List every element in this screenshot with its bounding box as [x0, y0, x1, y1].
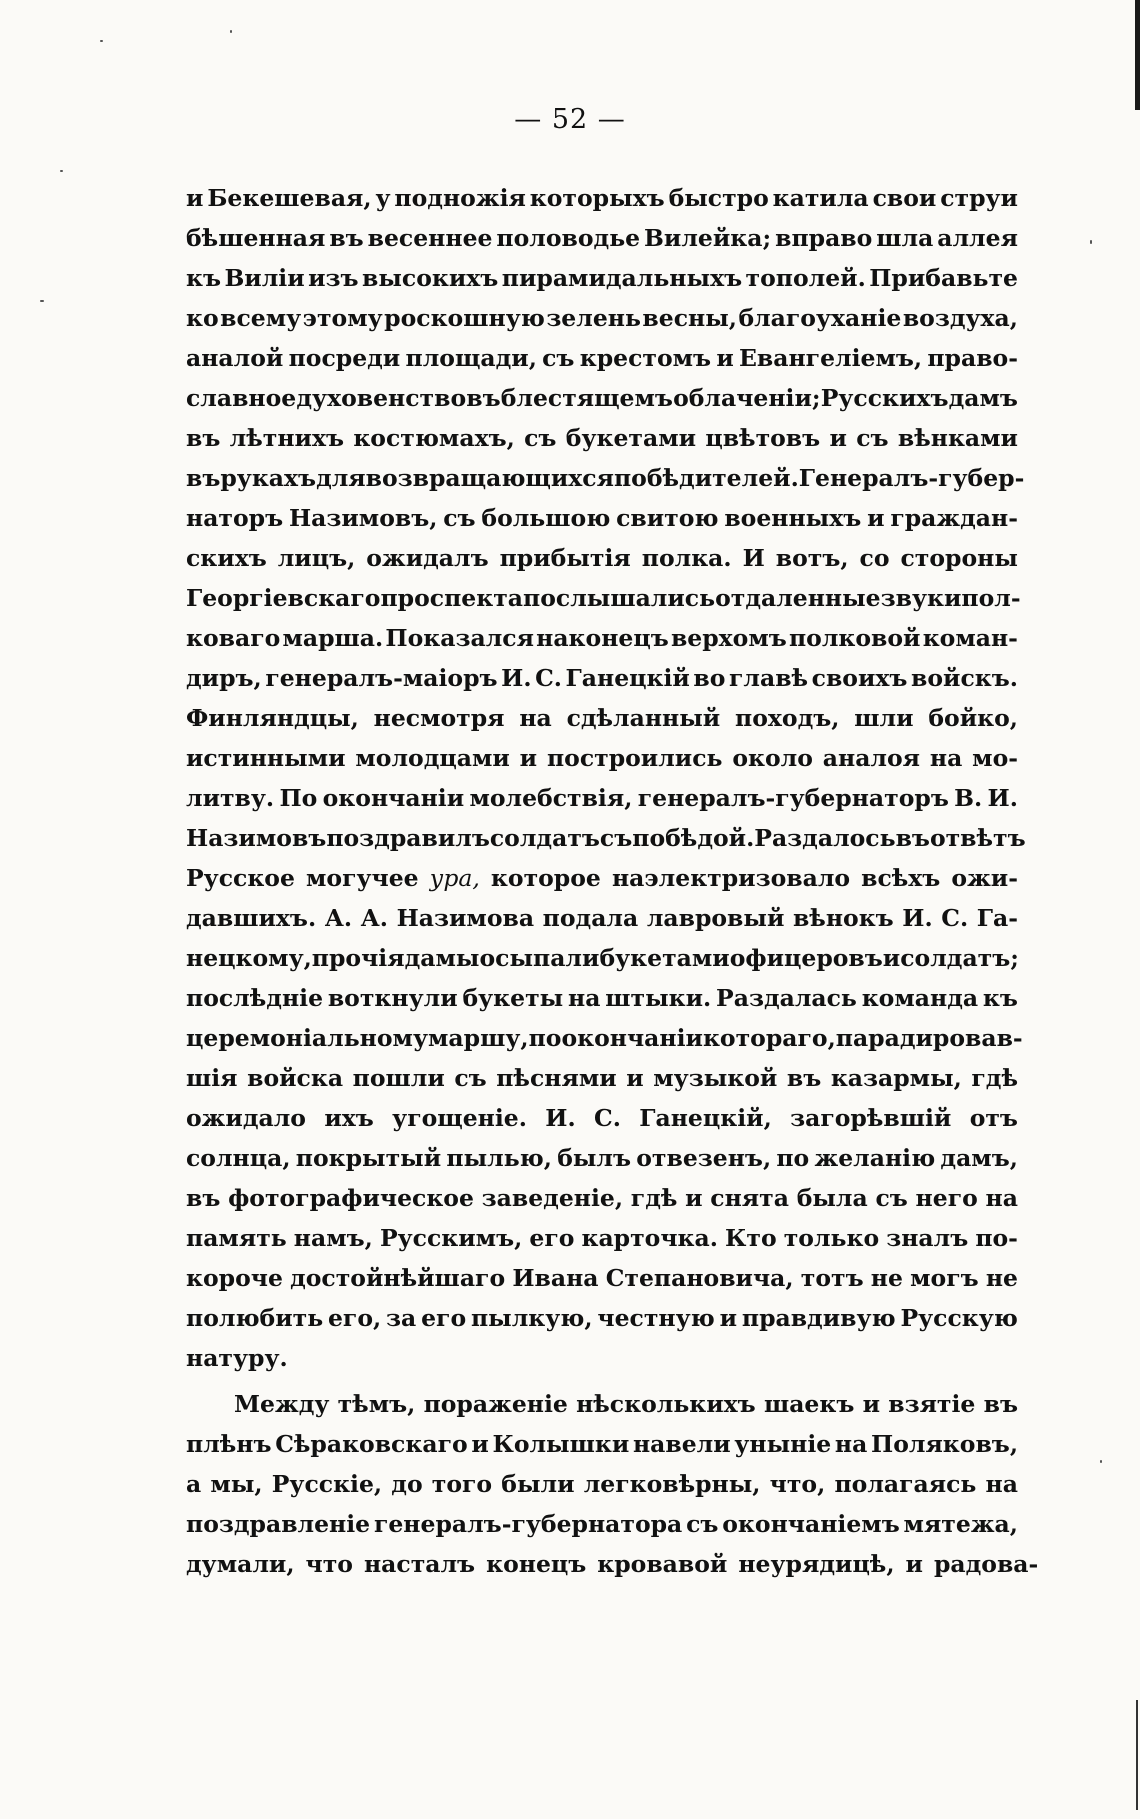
text-line: короче достойнѣйшаго Ивана Степановича, тотъ не могъ не [186, 1264, 1018, 1292]
text-line: Назимовъ поздравилъ солдатъ съ побѣдой. Раздалось въ отвѣтъ [186, 824, 1026, 852]
text-line: диръ, генералъ-маіоръ И. С. Ганецкій во главѣ своихъ войскъ. [186, 664, 1018, 692]
text-line: литву. По окончаніи молебствія, генералъ-губернаторъ В. И. [186, 784, 1018, 812]
text-line: Финляндцы, несмотря на сдѣланный походъ, шли бойко, [186, 704, 1018, 732]
text-line: память намъ, Русскимъ, его карточка. Кто только зналъ по- [186, 1224, 1018, 1252]
text-line: плѣнъ Сѣраковскаго и Колышки навели уныніе на Поляковъ, [186, 1430, 1018, 1458]
print-speck [100, 40, 103, 42]
page-edge-shadow [1126, 0, 1140, 1819]
text-line: полюбить его, за его пылкую, честную и правдивую Русскую [186, 1304, 1018, 1332]
print-speck [230, 30, 232, 33]
print-speck [40, 300, 44, 302]
text-line: къ Виліи изъ высокихъ пирамидальныхъ тополей. Прибавьте [186, 264, 1018, 292]
text-line: скихъ лицъ, ожидалъ прибытія полка. И вотъ, со стороны [186, 544, 1018, 572]
text-line: въ фотографическое заведеніе, гдѣ и снята была съ него на [186, 1184, 1018, 1212]
text-line: натуру. [186, 1344, 288, 1372]
text-line: истинными молодцами и построились около аналоя на мо- [186, 744, 1018, 772]
page-number: — 52 — [514, 104, 626, 135]
text-line: въ рукахъ для возвращающихся побѣдителей. Генералъ-губер- [186, 464, 1025, 492]
text-line: солнца, покрытый пылью, былъ отвезенъ, по желанію дамъ, [186, 1144, 1018, 1172]
text-line: въ лѣтнихъ костюмахъ, съ букетами цвѣтовъ и съ вѣнками [186, 424, 1018, 452]
body-text [186, 178, 1039, 1584]
text-line: давшихъ. А. А. Назимова подала лавровый вѣнокъ И. С. Га- [186, 904, 1018, 932]
text-line: наторъ Назимовъ, съ большою свитою военныхъ и граждан- [186, 504, 1018, 532]
text-line: Между тѣмъ, пораженіе нѣсколькихъ шаекъ и взятіе въ [234, 1390, 1018, 1418]
text-line: славное духовенство въ блестящемъ облаченіи; Русскихъ дамъ [186, 384, 1018, 412]
text-line: нецкому, прочія дамы осыпали букетами офицеровъ и солдатъ; [186, 944, 1019, 972]
text-line: Георгіевскаго проспекта послышались отдаленные звуки пол- [186, 584, 1021, 612]
print-speck [1100, 1460, 1102, 1463]
print-speck [60, 170, 63, 172]
text-line: бѣшенная въ весеннее половодье Вилейка; вправо шла аллея [186, 224, 1018, 252]
text-line: а мы, Русскіе, до того были легковѣрны, что, полагаясь на [186, 1470, 1018, 1498]
text-line: и Бекешевая, у подножія которыхъ быстро катила свои струи [186, 184, 1018, 212]
text-line: аналой посреди площади, съ крестомъ и Евангеліемъ, право- [186, 344, 1018, 372]
text-line: коваго марша. Показался наконецъ верхомъ полковой коман- [186, 624, 1018, 652]
text-line: ко всему этому роскошную зелень весны, благоуханіе воздуха, [186, 304, 1018, 332]
text-line: шія войска пошли съ пѣснями и музыкой въ казармы, гдѣ [186, 1064, 1018, 1092]
text-line: ожидало ихъ угощеніе. И. С. Ганецкій, загорѣвшій отъ [186, 1104, 1018, 1132]
text-line: церемоніальному маршу, по окончаніи котораго, парадировав- [186, 1024, 1023, 1052]
text-line: послѣдніе воткнули букеты на штыки. Раздалась команда къ [186, 984, 1018, 1012]
print-speck [1090, 240, 1092, 244]
text-line: Русское могучее ура, которое наэлектризовало всѣхъ ожи- [186, 864, 1018, 892]
text-line: думали, что насталъ конецъ кровавой неурядицѣ, и радова- [186, 1550, 1039, 1578]
text-line: поздравленіе генералъ-губернатора съ окончаніемъ мятежа, [186, 1510, 1018, 1538]
